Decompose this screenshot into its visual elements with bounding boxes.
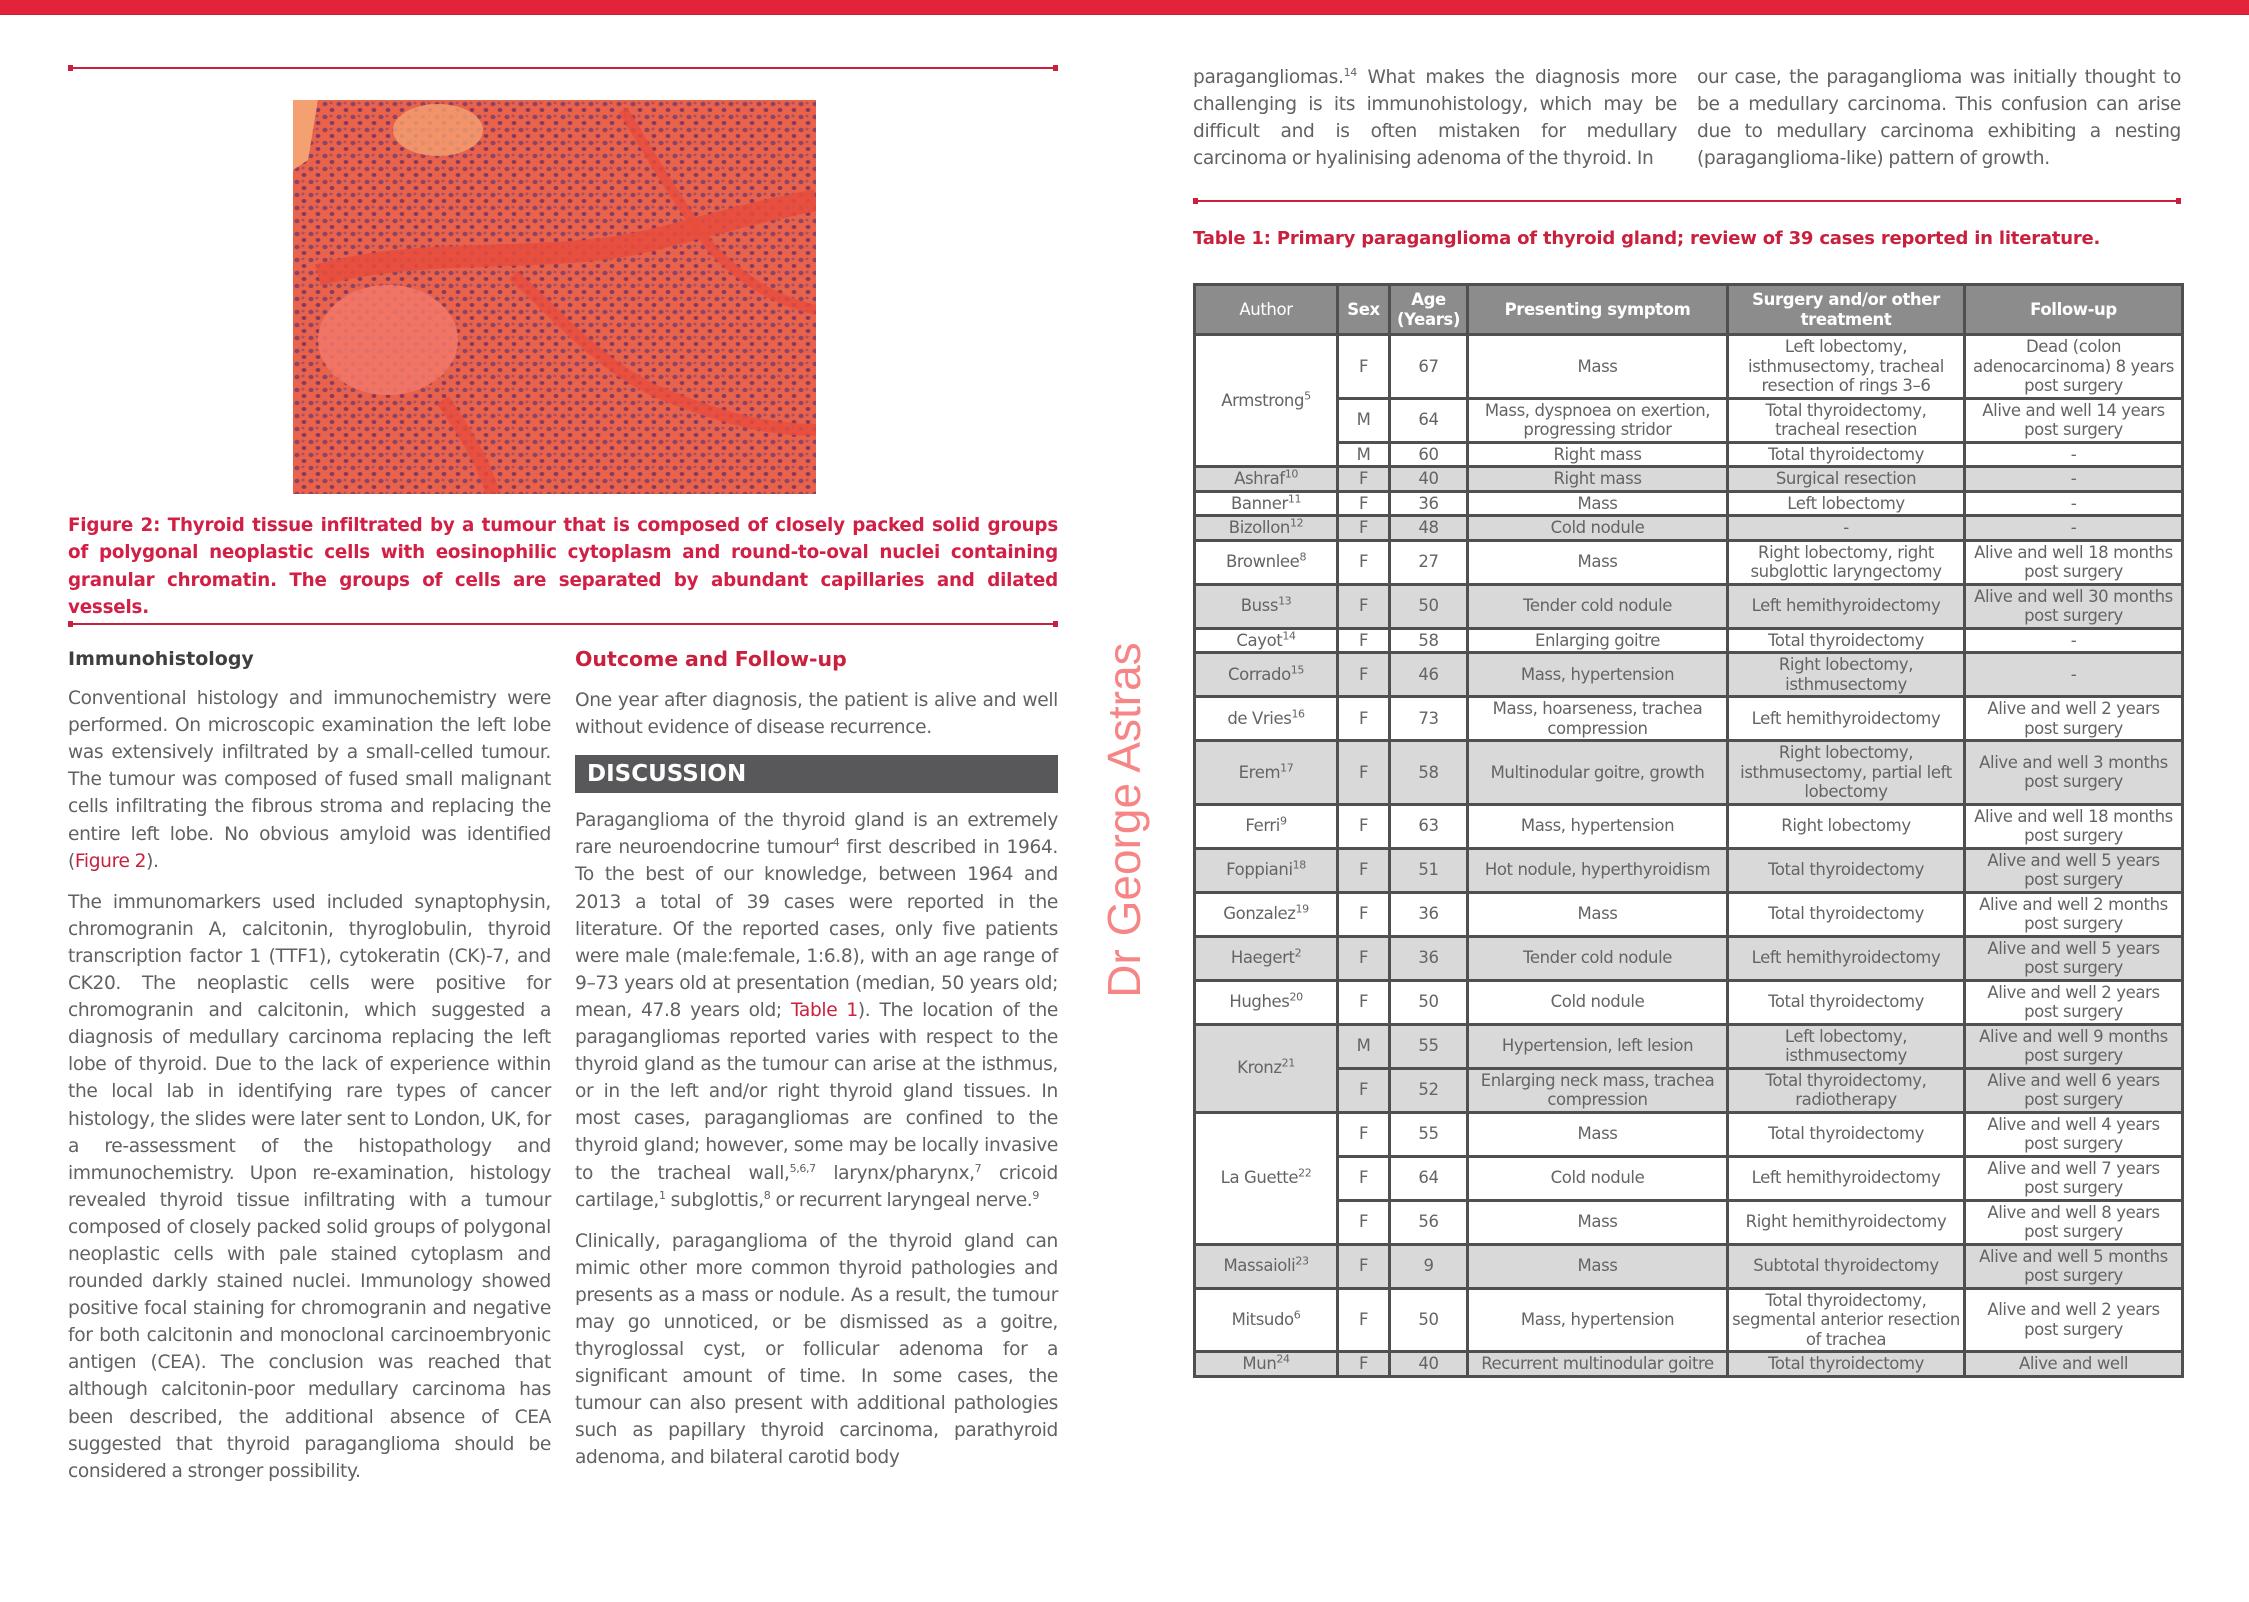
cell-symptom: Cold nodule <box>1468 980 1728 1024</box>
cell-followup: Alive and well 8 years post surgery <box>1965 1200 2183 1244</box>
cell-surgery: Total thyroidectomy <box>1728 980 1965 1024</box>
citation: 16 <box>1291 707 1305 721</box>
cell-followup: - <box>1965 467 2183 492</box>
citation: 8 <box>763 1188 771 1202</box>
cell-surgery: Left hemithyroidectomy <box>1728 697 1965 741</box>
author-name: La Guette <box>1220 1168 1299 1188</box>
paragraph: our case, the paraganglioma was initially thought to be a medullary carcinoma. This confusion can arise due to medullary carcinoma exhibiting a nesting (paraganglioma-like) pattern of growth. <box>1697 67 2181 170</box>
author-name: Brownlee <box>1225 552 1300 572</box>
paragraph <box>1193 64 1677 172</box>
cell-surgery: Subtotal thyroidectomy <box>1728 1244 1965 1288</box>
citation: 13 <box>1278 594 1292 608</box>
table-row <box>1195 653 2183 697</box>
cell-author <box>1195 491 1338 516</box>
cell-surgery: Total thyroidectomy, tracheal resection <box>1728 398 1965 442</box>
cell-author <box>1195 1024 1338 1112</box>
cell-age: 50 <box>1390 1288 1468 1352</box>
cell-symptom: Mass <box>1468 491 1728 516</box>
figure-caption: Figure 2: Thyroid tissue infiltrated by a tumour that is composed of closely packed solid groups of polygonal neoplastic cells with eosinophilic cytoplasm and round-to-oval nuclei containing granular chromatin. The groups of cells are separated by abundant capillaries and dilated vessels. <box>68 515 1058 619</box>
cell-followup: - <box>1965 491 2183 516</box>
cell-age: 58 <box>1390 628 1468 653</box>
citation: 12 <box>1289 516 1304 530</box>
author-name: Corrado <box>1228 664 1291 684</box>
cell-author <box>1195 1352 1338 1377</box>
cell-surgery: Left lobectomy, isthmusectomy <box>1728 1024 1965 1068</box>
cell-author <box>1195 516 1338 541</box>
author-name: Bizollon <box>1228 518 1290 537</box>
author-name: Ashraf <box>1234 469 1285 488</box>
cell-sex: F <box>1338 1288 1390 1352</box>
cell-surgery: Left lobectomy, isthmusectomy, tracheal resection of rings 3–6 <box>1728 335 1965 399</box>
table-row <box>1195 398 2183 442</box>
cell-followup: Alive and well 6 years post surgery <box>1965 1068 2183 1112</box>
text: ). <box>146 850 159 872</box>
cell-symptom: Mass <box>1468 1112 1728 1156</box>
cell-symptom: Mass <box>1468 892 1728 936</box>
author-name: Gonzalez <box>1223 904 1296 924</box>
paragraph <box>575 807 1058 1213</box>
cell-surgery: Surgical resection <box>1728 467 1965 492</box>
section-heading: Outcome and Follow-up <box>575 647 847 671</box>
text: cricoid cartilage, <box>575 1162 1058 1211</box>
cell-age: 60 <box>1390 442 1468 467</box>
text: Paraganglioma of the thyroid gland is an extremely rare neuroendocrine tumour <box>575 810 1058 859</box>
cell-followup: Alive and well 18 months post surgery <box>1965 804 2183 848</box>
author-name: Armstrong <box>1221 390 1305 410</box>
citation: 24 <box>1276 1352 1290 1366</box>
table-body <box>1195 335 2183 1377</box>
immunohistology-section <box>68 646 551 1499</box>
author-name: Banner <box>1230 493 1288 513</box>
table-row <box>1195 335 2183 399</box>
cell-symptom: Cold nodule <box>1468 516 1728 541</box>
cell-sex: F <box>1338 980 1390 1024</box>
citation: 6 <box>1293 1308 1301 1322</box>
cell-surgery: Right hemithyroidectomy <box>1728 1200 1965 1244</box>
cell-author <box>1195 584 1338 628</box>
text: Age <box>1411 290 1446 309</box>
table-row <box>1195 1024 2183 1068</box>
cell-surgery: Total thyroidectomy <box>1728 1352 1965 1377</box>
cell-symptom: Mass <box>1468 1244 1728 1288</box>
cell-symptom: Recurrent multinodular goitre <box>1468 1352 1728 1377</box>
cell-author <box>1195 936 1338 980</box>
cell-sex: F <box>1338 848 1390 892</box>
cell-symptom: Mass, hypertension <box>1468 804 1728 848</box>
cell-sex: F <box>1338 491 1390 516</box>
cell-followup: Alive and well 2 years post surgery <box>1965 980 2183 1024</box>
cell-author <box>1195 892 1338 936</box>
cell-age: 55 <box>1390 1112 1468 1156</box>
cell-sex: F <box>1338 540 1390 584</box>
table-row <box>1195 1112 2183 1156</box>
cell-symptom: Mass <box>1468 335 1728 399</box>
text: subglottis, <box>665 1189 764 1211</box>
cell-surgery: - <box>1728 516 1965 541</box>
cell-author <box>1195 980 1338 1024</box>
author-name: Buss <box>1240 596 1279 616</box>
citation: 14 <box>1343 65 1357 79</box>
cell-sex: F <box>1338 335 1390 399</box>
table-row <box>1195 697 2183 741</box>
citation: 10 <box>1284 467 1298 481</box>
text: Conventional histology and immunochemistry were performed. On microscopic examination the left lobe was extensively infiltrated by a small-celled tumour. The tumour was composed of fused small malignant cells infiltrating the fibrous stroma and replacing the entire left lobe. No obvious amyloid was identified ( <box>68 688 551 872</box>
cell-symptom: Right mass <box>1468 442 1728 467</box>
cell-symptom: Mass <box>1468 540 1728 584</box>
cell-surgery: Left hemithyroidectomy <box>1728 584 1965 628</box>
citation: 20 <box>1289 990 1303 1004</box>
column-header-symptom: Presenting symptom <box>1468 285 1728 335</box>
table-caption: Table 1: Primary paraganglioma of thyroid gland; review of 39 cases reported in literature. <box>1193 228 2101 249</box>
cell-sex: F <box>1338 584 1390 628</box>
text: (Years) <box>1397 309 1460 329</box>
text: or recurrent laryngeal nerve. <box>770 1189 1033 1211</box>
cell-followup: Alive and well 4 years post surgery <box>1965 1112 2183 1156</box>
outcome-discussion-column <box>575 646 1058 1486</box>
cell-sex: F <box>1338 1068 1390 1112</box>
cell-sex: F <box>1338 467 1390 492</box>
cell-age: 50 <box>1390 584 1468 628</box>
table-row <box>1195 1068 2183 1112</box>
cell-followup: - <box>1965 628 2183 653</box>
cell-sex: F <box>1338 653 1390 697</box>
author-name: Kronz <box>1237 1058 1282 1078</box>
cell-age: 56 <box>1390 1200 1468 1244</box>
cell-author <box>1195 628 1338 653</box>
cell-symptom: Mass, hoarseness, trachea compression <box>1468 697 1728 741</box>
cell-symptom: Enlarging neck mass, trachea compression <box>1468 1068 1728 1112</box>
cell-symptom: Mass <box>1468 1200 1728 1244</box>
paragraph <box>68 685 551 875</box>
text: first described in 1964. To the best of our knowledge, between 1964 and 2013 a total of 39 cases were reported in the literature. Of the reported cases, only five patients were male (male:female, 1:6.8), with an age range of 9–73 years old at presentation (median, 50 years old; mean, 47.8 years old; <box>575 837 1058 1021</box>
cell-age: 73 <box>1390 697 1468 741</box>
cell-sex: F <box>1338 697 1390 741</box>
table-row <box>1195 491 2183 516</box>
cell-author <box>1195 335 1338 467</box>
cell-age: 63 <box>1390 804 1468 848</box>
cell-followup: - <box>1965 653 2183 697</box>
cell-age: 36 <box>1390 892 1468 936</box>
cell-age: 55 <box>1390 1024 1468 1068</box>
table-row <box>1195 467 2183 492</box>
cell-age: 36 <box>1390 936 1468 980</box>
cell-age: 27 <box>1390 540 1468 584</box>
citation: 9 <box>1280 814 1287 828</box>
text: paragangliomas. <box>1193 67 1344 88</box>
divider-rule <box>68 623 1058 625</box>
cell-author <box>1195 804 1338 848</box>
citation: 11 <box>1287 492 1302 505</box>
table-row <box>1195 516 2183 541</box>
cell-followup: Alive and well 14 years post surgery <box>1965 398 2183 442</box>
paragraph: One year after diagnosis, the patient is alive and well without evidence of disease recurrence. <box>575 690 1058 739</box>
cell-age: 67 <box>1390 335 1468 399</box>
cell-sex: M <box>1338 442 1390 467</box>
table-link[interactable]: Table 1 <box>790 999 858 1021</box>
table-row <box>1195 628 2183 653</box>
citation: 9 <box>1032 1188 1040 1202</box>
cell-surgery: Right lobectomy, isthmusectomy <box>1728 653 1965 697</box>
author-name: Massaioli <box>1223 1256 1296 1276</box>
cell-surgery: Total thyroidectomy <box>1728 442 1965 467</box>
cell-author <box>1195 1244 1338 1288</box>
cell-followup: Alive and well 30 months post surgery <box>1965 584 2183 628</box>
paragraph: Clinically, paraganglioma of the thyroid gland can mimic other more common thyroid pathologies and presents as a mass or nodule. As a result, the tumour may go unnoticed, or be dismissed as a goitre, thyroglossal cyst, or follicular adenoma for a significant amount of time. In some cases, the tumour can also present with additional pathologies such as papillary thyroid carcinoma, parathyroid adenoma, and bilateral carotid body <box>575 1230 1058 1469</box>
cell-followup: Alive and well 2 years post surgery <box>1965 697 2183 741</box>
cell-author <box>1195 848 1338 892</box>
author-name: Cayot <box>1236 630 1283 650</box>
cell-followup: Alive and well 5 months post surgery <box>1965 1244 2183 1288</box>
table-row <box>1195 1156 2183 1200</box>
cell-symptom: Enlarging goitre <box>1468 628 1728 653</box>
table-row <box>1195 1200 2183 1244</box>
table-row <box>1195 1288 2183 1352</box>
cell-followup: Alive and well 2 months post surgery <box>1965 892 2183 936</box>
cell-symptom: Tender cold nodule <box>1468 584 1728 628</box>
citation: 8 <box>1299 550 1307 564</box>
table-row <box>1195 540 2183 584</box>
cell-sex: F <box>1338 1200 1390 1244</box>
paragraph: The immunomarkers used included synaptophysin, chromogranin A, calcitonin, thyroglobulin, thyroid transcription factor 1 (TTF1), cytokeratin (CK)-7, and CK20. The neoplastic cells were positive for chromogranin and calcitonin, which suggested a diagnosis of medullary carcinoma replacing the left lobe of thyroid. Due to the lack of experience within the local lab in identifying rare types of cancer histology, the slides were later sent to London, UK, for a re-assessment of the histopathology and immunochemistry. Upon re-examination, histology revealed thyroid tissue infiltrating with a tumour composed of closely packed solid groups of polygonal neoplastic cells with pale stained cytoplasm and rounded darkly stained nuclei. Immunology showed positive focal staining for chromogranin and negative for both calcitonin and monoclonal carcinoembryonic antigen (CEA). The conclusion was reached that although calcitonin-poor medullary carcinoma has been described, the additional absence of CEA suggested that thyroid paraganglioma should be considered a stronger possibility. <box>68 891 551 1482</box>
cell-sex: F <box>1338 628 1390 653</box>
citation: 5 <box>1304 389 1311 403</box>
cell-sex: F <box>1338 1244 1390 1288</box>
cell-followup: - <box>1965 442 2183 467</box>
citation: 1 <box>658 1188 666 1202</box>
cell-age: 64 <box>1390 1156 1468 1200</box>
table-row <box>1195 1244 2183 1288</box>
cell-sex: F <box>1338 1156 1390 1200</box>
cell-sex: F <box>1338 1352 1390 1377</box>
cell-age: 36 <box>1390 491 1468 516</box>
cell-age: 48 <box>1390 516 1468 541</box>
cell-surgery: Left hemithyroidectomy <box>1728 1156 1965 1200</box>
cell-symptom: Right mass <box>1468 467 1728 492</box>
cell-symptom: Mass, dyspnoea on exertion, progressing stridor <box>1468 398 1728 442</box>
column-header-followup: Follow-up <box>1965 285 2183 335</box>
cell-followup: - <box>1965 516 2183 541</box>
author-name: Hughes <box>1229 992 1290 1012</box>
cell-author <box>1195 653 1338 697</box>
citation: 17 <box>1280 761 1294 774</box>
cell-surgery: Right lobectomy, isthmusectomy, partial left lobectomy <box>1728 741 1965 805</box>
cell-followup: Alive and well 3 months post surgery <box>1965 741 2183 805</box>
cell-age: 9 <box>1390 1244 1468 1288</box>
text: larynx/pharynx, <box>815 1162 975 1184</box>
discussion-heading-bar: DISCUSSION <box>575 755 1058 793</box>
cell-sex: F <box>1338 936 1390 980</box>
table-row <box>1195 980 2183 1024</box>
cell-sex: F <box>1338 1112 1390 1156</box>
citation: 19 <box>1295 902 1309 916</box>
section-heading: Immunohistology <box>68 648 254 670</box>
cell-age: 50 <box>1390 980 1468 1024</box>
cell-age: 40 <box>1390 1352 1468 1377</box>
table-header-row <box>1195 285 2183 335</box>
cell-followup: Alive and well <box>1965 1352 2183 1377</box>
cell-author <box>1195 741 1338 805</box>
citation: 4 <box>832 836 840 850</box>
histology-micrograph-icon <box>293 100 816 494</box>
divider-rule <box>1193 200 2181 202</box>
cell-sex: F <box>1338 804 1390 848</box>
author-name: Foppiani <box>1226 860 1293 880</box>
column-header-age <box>1390 285 1468 335</box>
cell-author <box>1195 1112 1338 1244</box>
citation: 23 <box>1295 1254 1309 1268</box>
column-header-surgery: Surgery and/or other treatment <box>1728 285 1965 335</box>
cell-followup: Alive and well 18 months post surgery <box>1965 540 2183 584</box>
cell-surgery: Total thyroidectomy <box>1728 628 1965 653</box>
author-name: Ferri <box>1245 816 1280 836</box>
table-row <box>1195 936 2183 980</box>
table-row <box>1195 892 2183 936</box>
cell-symptom: Mass, hypertension <box>1468 1288 1728 1352</box>
cell-surgery: Left lobectomy <box>1728 491 1965 516</box>
cell-surgery: Total thyroidectomy <box>1728 1112 1965 1156</box>
author-name: de Vries <box>1227 708 1292 728</box>
cell-symptom: Tender cold nodule <box>1468 936 1728 980</box>
cell-followup: Alive and well 2 years post surgery <box>1965 1288 2183 1352</box>
citation: 2 <box>1294 946 1302 960</box>
histology-micrograph-image <box>293 100 816 494</box>
citation: 21 <box>1281 1056 1295 1070</box>
text: What makes the diagnosis more challenging is its immunohistology, which may be difficult and is often mistaken for medullary carcinoma or hyalinising adenoma of the thyroid. In <box>1193 67 1677 170</box>
cell-sex: F <box>1338 516 1390 541</box>
table-row <box>1195 442 2183 467</box>
cell-surgery: Total thyroidectomy, segmental anterior resection of trachea <box>1728 1288 1965 1352</box>
cell-surgery: Total thyroidectomy <box>1728 848 1965 892</box>
citation: 22 <box>1298 1166 1312 1180</box>
citation: 7 <box>974 1161 982 1175</box>
cell-age: 40 <box>1390 467 1468 492</box>
table-row <box>1195 804 2183 848</box>
cell-surgery: Total thyroidectomy, radiotherapy <box>1728 1068 1965 1112</box>
column-header-author: Author <box>1195 285 1338 335</box>
table-row <box>1195 848 2183 892</box>
citation: 18 <box>1292 858 1306 872</box>
cell-followup: Alive and well 9 months post surgery <box>1965 1024 2183 1068</box>
cell-age: 58 <box>1390 741 1468 805</box>
figure-link[interactable]: Figure 2 <box>74 850 147 872</box>
top-accent-bar <box>0 0 2249 15</box>
divider-rule <box>68 67 1058 69</box>
watermark-text: Dr George Astras <box>1098 642 1150 998</box>
cell-age: 52 <box>1390 1068 1468 1112</box>
cell-surgery: Total thyroidectomy <box>1728 892 1965 936</box>
cell-symptom: Multinodular goitre, growth <box>1468 741 1728 805</box>
cases-table <box>1193 283 2184 1378</box>
cell-sex: M <box>1338 398 1390 442</box>
column-header-sex: Sex <box>1338 285 1390 335</box>
table-row <box>1195 1352 2183 1377</box>
cell-followup: Alive and well 7 years post surgery <box>1965 1156 2183 1200</box>
cell-author <box>1195 697 1338 741</box>
table-row <box>1195 741 2183 805</box>
cell-age: 46 <box>1390 653 1468 697</box>
cell-followup: Alive and well 5 years post surgery <box>1965 936 2183 980</box>
cell-symptom: Hypertension, left lesion <box>1468 1024 1728 1068</box>
cell-symptom: Hot nodule, hyperthyroidism <box>1468 848 1728 892</box>
author-name: Erem <box>1238 762 1281 782</box>
discussion-continued-right <box>1697 64 2181 186</box>
cell-age: 51 <box>1390 848 1468 892</box>
table-row <box>1195 584 2183 628</box>
cell-author <box>1195 1288 1338 1352</box>
cell-surgery: Right lobectomy <box>1728 804 1965 848</box>
discussion-continued-left <box>1193 64 1677 186</box>
author-name: Haegert <box>1230 948 1295 968</box>
cell-author <box>1195 540 1338 584</box>
cell-symptom: Cold nodule <box>1468 1156 1728 1200</box>
cell-sex: F <box>1338 892 1390 936</box>
cell-surgery: Left hemithyroidectomy <box>1728 936 1965 980</box>
citation: 5,6,7 <box>789 1161 816 1175</box>
cell-followup: Dead (colon adenocarcinoma) 8 years post surgery <box>1965 335 2183 399</box>
cell-sex: M <box>1338 1024 1390 1068</box>
cell-age: 64 <box>1390 398 1468 442</box>
text: ). The location of the paragangliomas reported varies with respect to the thyroid gland as the tumour can arise at the isthmus, or in the left and/or right thyroid gland tissues. In most cases, paragangliomas are confined to the thyroid gland; however, some may be locally invasive to the tracheal wall, <box>575 999 1059 1184</box>
cell-surgery: Right lobectomy, right subglottic laryngectomy <box>1728 540 1965 584</box>
author-name: Mun <box>1242 1354 1277 1373</box>
cell-followup: Alive and well 5 years post surgery <box>1965 848 2183 892</box>
author-name: Mitsudo <box>1231 1310 1294 1329</box>
cell-sex: F <box>1338 741 1390 805</box>
citation: 14 <box>1282 629 1296 642</box>
cell-author <box>1195 467 1338 492</box>
cell-symptom: Mass, hypertension <box>1468 653 1728 697</box>
citation: 15 <box>1290 663 1304 677</box>
